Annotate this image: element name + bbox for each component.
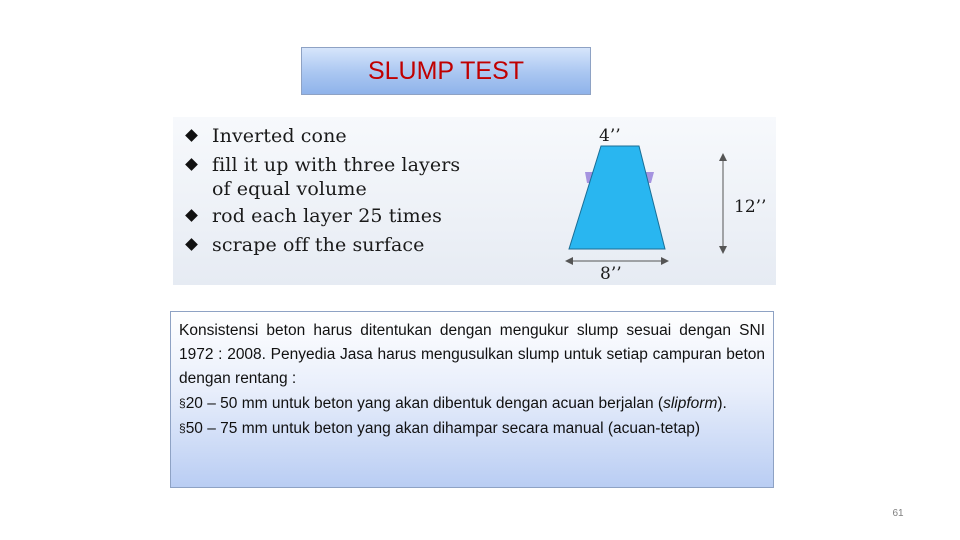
list-item-text: Inverted cone bbox=[212, 125, 347, 147]
down-arrowhead-icon bbox=[719, 246, 727, 254]
square-bullet-icon: § bbox=[179, 396, 186, 410]
bottom-dimension-label: 8’’ bbox=[600, 264, 622, 284]
range-item-1-italic: slipform bbox=[663, 395, 718, 412]
right-arrowhead-icon bbox=[661, 257, 669, 265]
list-item-text: fill it up with three layers bbox=[212, 154, 461, 176]
range-item-2-text: 50 – 75 mm untuk beton yang akan dihampar secara manual (acuan-tetap) bbox=[185, 420, 701, 437]
range-item-2 bbox=[179, 416, 765, 441]
slump-test-figure bbox=[173, 117, 776, 285]
left-arrowhead-icon bbox=[565, 257, 573, 265]
cone-diagram bbox=[173, 117, 776, 285]
range-item-1-text: 20 – 50 mm untuk beton yang akan dibentuk dengan acuan berjalan ( bbox=[185, 395, 664, 412]
square-bullet-icon: § bbox=[179, 421, 186, 435]
height-dimension-label: 12’’ bbox=[734, 197, 767, 217]
page-number: 61 bbox=[892, 508, 904, 519]
list-item-text-continued: of equal volume bbox=[212, 178, 367, 200]
up-arrowhead-icon bbox=[719, 153, 727, 161]
range-item-1-end: ). bbox=[717, 395, 727, 412]
list-item-text: rod each layer 25 times bbox=[212, 205, 442, 227]
info-box bbox=[170, 311, 774, 488]
inverted-cone-shape bbox=[569, 146, 665, 249]
list-item-text: scrape off the surface bbox=[212, 234, 425, 256]
slide-title: SLUMP TEST bbox=[367, 56, 525, 85]
info-text bbox=[179, 319, 765, 441]
info-paragraph: Konsistensi beton harus ditentukan dengan mengukur slump sesuai dengan SNI 1972 : 2008. Penyedia Jasa harus mengusulkan slump untuk setiap campuran beton dengan rentang : bbox=[179, 322, 765, 387]
top-dimension-label: 4’’ bbox=[599, 126, 621, 146]
title-box bbox=[301, 47, 591, 95]
range-item-1 bbox=[179, 391, 765, 416]
